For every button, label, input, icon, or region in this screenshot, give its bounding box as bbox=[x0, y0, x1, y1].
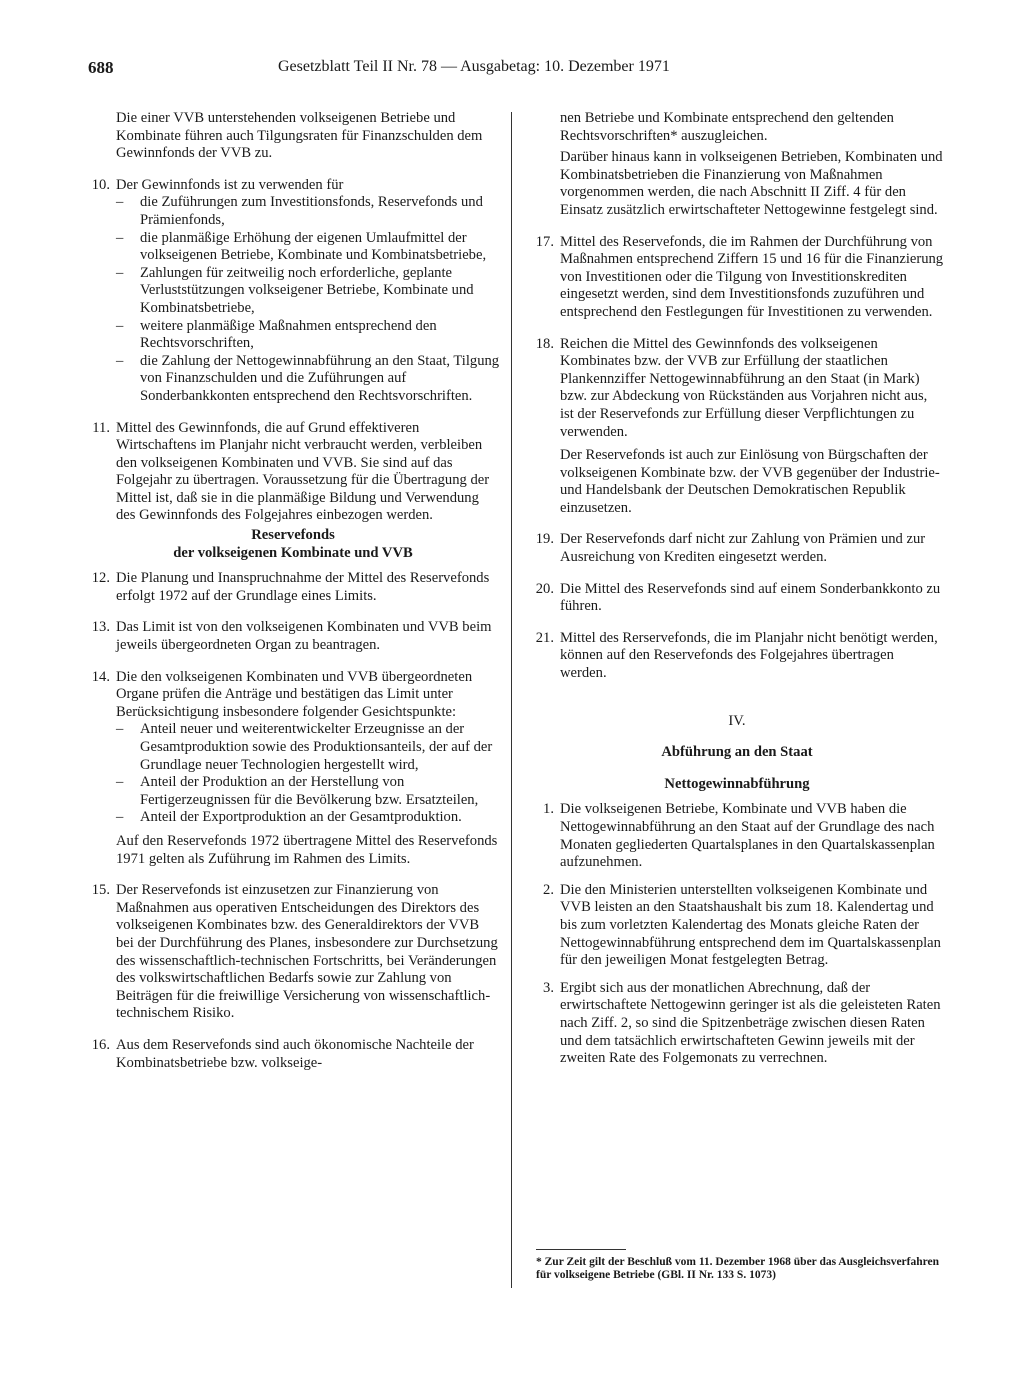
point-number: 1. bbox=[543, 801, 554, 818]
right-column bbox=[530, 110, 944, 1068]
section-text: Mittel des Gewinnfonds, die auf Grund effektiveren Wirtschaftens im Planjahr nicht verbraucht werden, verbleiben den volkseigenen Kombinaten und VVB. Sie sind auf das Folgejahr zu übertragen. Voraussetzung für die Übertragung der Mittel ist, daß sie in die planmäßige Bildung und Verwendung des Gewinnfonds des Folgejahres einbezogen werden. bbox=[116, 419, 490, 524]
section-17 bbox=[530, 234, 944, 322]
subsection-title: Nettogewinnabführung bbox=[664, 775, 810, 792]
list-item: – Zahlungen für zeitweilig noch erforderliche, geplante Verluststützungen volkseigener Betriebe, Kombinate und Kombinatsbetriebe, bbox=[116, 264, 474, 316]
section-10 bbox=[86, 177, 500, 406]
left-column bbox=[86, 110, 500, 1072]
section-text: Der Reservefonds ist einzusetzen zur Finanzierung von Maßnahmen aus operativen Entscheidungen des Direktors des volkseigenen Kombinates bzw. des Generaldirektors der VVB bei der Durchführung des Planes, insbesondere zur Durchsetzung des wissenschaftlich-technischen Fortschritts, bei Veränderungen des volkswirtschaftlichen Bedarfs sowie zur Zahlung von Beiträgen für die freiwillige Versicherung von wissenschaftlich-technischem Risiko. bbox=[116, 882, 498, 1022]
point-2 bbox=[530, 882, 944, 970]
section-text-paragraph-2: Der Reservefonds ist auch zur Einlösung von Bürgschaften der volkseigenen Kombinate bzw. der VVB gegenüber der Industrie- und Handelsbank der Deutschen Demokratischen Republik einzusetzen. bbox=[560, 447, 940, 516]
list-item: – weitere planmäßige Maßnahmen entsprechend den Rechtsvorschriften, bbox=[116, 317, 437, 352]
section-text: Reichen die Mittel des Gewinnfonds des volkseigenen Kombinates bzw. der VVB zur Erfüllung der staatlichen Plankennziffer Nettogewinnabführung an den Staat (in Mark) bzw. zur Abdeckung von Rückständen aus Vorjahren nicht aus, ist der Reservefonds zur Erfüllung dieser Verpflichtungen zu verwenden. bbox=[560, 335, 928, 440]
footnote-rule bbox=[536, 1249, 626, 1250]
section-text: Die Planung und Inanspruchnahme der Mittel des Reservefonds erfolgt 1972 auf der Grundlage eines Limits. bbox=[116, 570, 490, 604]
section-text: Mittel des Rerservefonds, die im Planjahr nicht benötigt werden, können auf den Reservefonds des Folgejahres übertragen werden. bbox=[560, 629, 938, 682]
list-item: – die planmäßige Erhöhung der eigenen Umlaufmittel der volkseigenen Betriebe, Kombinate und Kombinatsbetriebe, bbox=[116, 229, 487, 264]
list-item: – die Zahlung der Nettogewinnabführung an den Staat, Tilgung von Finanzschulden und die Zuführungen auf Sonderbankkonten entsprechend den Rechtsvorschriften. bbox=[116, 352, 500, 404]
section-text: Das Limit ist von den volkseigenen Kombinaten und VVB beim jeweils übergeordneten Organ zu beantragen. bbox=[116, 619, 492, 654]
section-14 bbox=[86, 669, 500, 869]
section-text: Die den volkseigenen Kombinaten und VVB übergeordneten Organe prüfen die Anträge und bestätigen das Limit unter Berücksichtigung insbesondere folgender Gesichtspunkte: bbox=[116, 668, 473, 720]
column-divider bbox=[511, 112, 512, 1288]
heading-reservefonds: Reservefonds bbox=[251, 527, 335, 544]
section-roman-numeral: IV. bbox=[728, 712, 746, 729]
point-1 bbox=[530, 801, 944, 871]
section-19 bbox=[530, 531, 944, 566]
section-text: Die Mittel des Reservefonds sind auf einem Sonderbankkonto zu führen. bbox=[560, 580, 941, 615]
footnote: * Zur Zeit gilt der Beschluß vom 11. Dezember 1968 über das Ausgleichsverfahren für volkseigene Betriebe (GBl. II Nr. 133 S. 1073) bbox=[536, 1256, 940, 1281]
section-21 bbox=[530, 630, 944, 683]
point-number: 3. bbox=[543, 979, 554, 996]
section-13 bbox=[86, 619, 500, 654]
section-text: Mittel des Reservefonds, die im Rahmen der Durchführung von Maßnahmen entsprechend Ziffern 15 und 16 für die Finanzierung von Investitionen oder die Tilgung von Investitionskrediten eingesetzt werden, sind dem Investitionsfonds zuzuführen und entsprechend den Festlegungen für Investitionen zu verwenden. bbox=[560, 233, 944, 320]
section-18 bbox=[530, 336, 944, 518]
section-16 bbox=[86, 1037, 500, 1072]
section-number: 17. bbox=[535, 233, 554, 250]
section-text: Der Reservefonds darf nicht zur Zahlung von Prämien und zur Ausreichung von Krediten eingesetzt werden. bbox=[560, 531, 926, 566]
point-text: Die volkseigenen Betriebe, Kombinate und VVB haben die Nettogewinnabführung an den Staat auf der Grundlage des nach Monaten gegliederten Quartalsplanes in den Quartalskassenplan aufzunehmen. bbox=[560, 801, 935, 871]
list-item: – Anteil neuer und weiterentwickelter Erzeugnisse an der Gesamtproduktion sowie des Produktionsanteils, der auf der Grundlage neuer Technologien hergestellt wird, bbox=[116, 721, 493, 773]
section-number: 11. bbox=[92, 419, 110, 436]
intro-paragraph: Die einer VVB unterstehenden volkseigenen Betriebe und Kombinate führen auch Tilgungsraten für Finanzschulden dem Gewinnfonds der VVB zu. bbox=[116, 110, 483, 162]
section-number: 21. bbox=[535, 629, 554, 646]
section-title: Abführung an den Staat bbox=[661, 744, 813, 761]
running-title: Gesetzblatt Teil II Nr. 78 — Ausgabetag: 10. Dezember 1971 bbox=[278, 58, 670, 75]
point-text: Ergibt sich aus der monatlichen Abrechnung, daß der erwirtschaftete Nettogewinn geringer ist als die geleisteten Raten nach Ziff. 2, so sind die Spitzenbeträge zwischen diesen Raten und dem tatsächlich erwirtschafteten Gewinn jeweils mit der zweiten Rate des Folgemonats zu verrechnen. bbox=[560, 979, 941, 1067]
heading-reservefonds-sub: der volkseigenen Kombinate und VVB bbox=[173, 544, 413, 561]
section-number: 20. bbox=[535, 580, 554, 597]
point-text: Die den Ministerien unterstellten volkseigenen Kombinate und VVB leisten an den Staatshaushalt bis zum 18. Kalendertag und bis zum vorletzten Kalendertag des Monats gleiche Raten der Nettogewinnabführung entsprechend dem im Quartalskassenplan für den jeweiligen Monat festgelegten Betrag. bbox=[560, 881, 941, 969]
page-header bbox=[88, 58, 948, 82]
list-item: – Anteil der Produktion an der Herstellung von Fertigerzeugnissen für die Bevölkerung bzw. Ersatzteilen, bbox=[116, 774, 479, 808]
point-3 bbox=[530, 980, 944, 1068]
section-12 bbox=[86, 570, 500, 605]
section-number: 16. bbox=[91, 1036, 110, 1053]
section-number: 12. bbox=[91, 570, 110, 587]
section-number: 13. bbox=[91, 619, 110, 636]
section-16-continued: nen Betriebe und Kombinate entsprechend den geltenden Rechtsvorschriften* auszugleichen. bbox=[560, 110, 894, 144]
section-15 bbox=[86, 882, 500, 1023]
section-11 bbox=[86, 420, 500, 526]
section-number: 18. bbox=[535, 335, 554, 352]
point-number: 2. bbox=[543, 881, 554, 898]
section-text-after: Auf den Reservefonds 1972 übertragene Mittel des Reservefonds 1971 gelten als Zuführung im Rahmen des Limits. bbox=[116, 832, 498, 867]
section-text: Der Gewinnfonds ist zu verwenden für bbox=[116, 176, 344, 193]
list-item: – Anteil der Exportproduktion an der Gesamtproduktion. bbox=[116, 809, 462, 826]
section-number: 10. bbox=[91, 176, 110, 193]
section-text: Aus dem Reservefonds sind auch ökonomische Nachteile der Kombinatsbetriebe bzw. volkseige- bbox=[116, 1036, 474, 1071]
section-number: 19. bbox=[535, 531, 554, 548]
list-item: – die Zuführungen zum Investitionsfonds, Reservefonds und Prämienfonds, bbox=[116, 194, 483, 228]
section-16-paragraph-2: Darüber hinaus kann in volkseigenen Betrieben, Kombinaten und Kombinatsbetrieben die Finanzierung von Maßnahmen vorgenommen werden, die nach Abschnitt II Ziff. 4 für den Einsatz zusätzlich erwirtschafteter Nettogewinne festgelegt sind. bbox=[560, 149, 943, 218]
section-number: 15. bbox=[91, 882, 110, 899]
page-number: 688 bbox=[88, 58, 114, 77]
section-20 bbox=[530, 581, 944, 616]
section-number: 14. bbox=[91, 668, 110, 685]
